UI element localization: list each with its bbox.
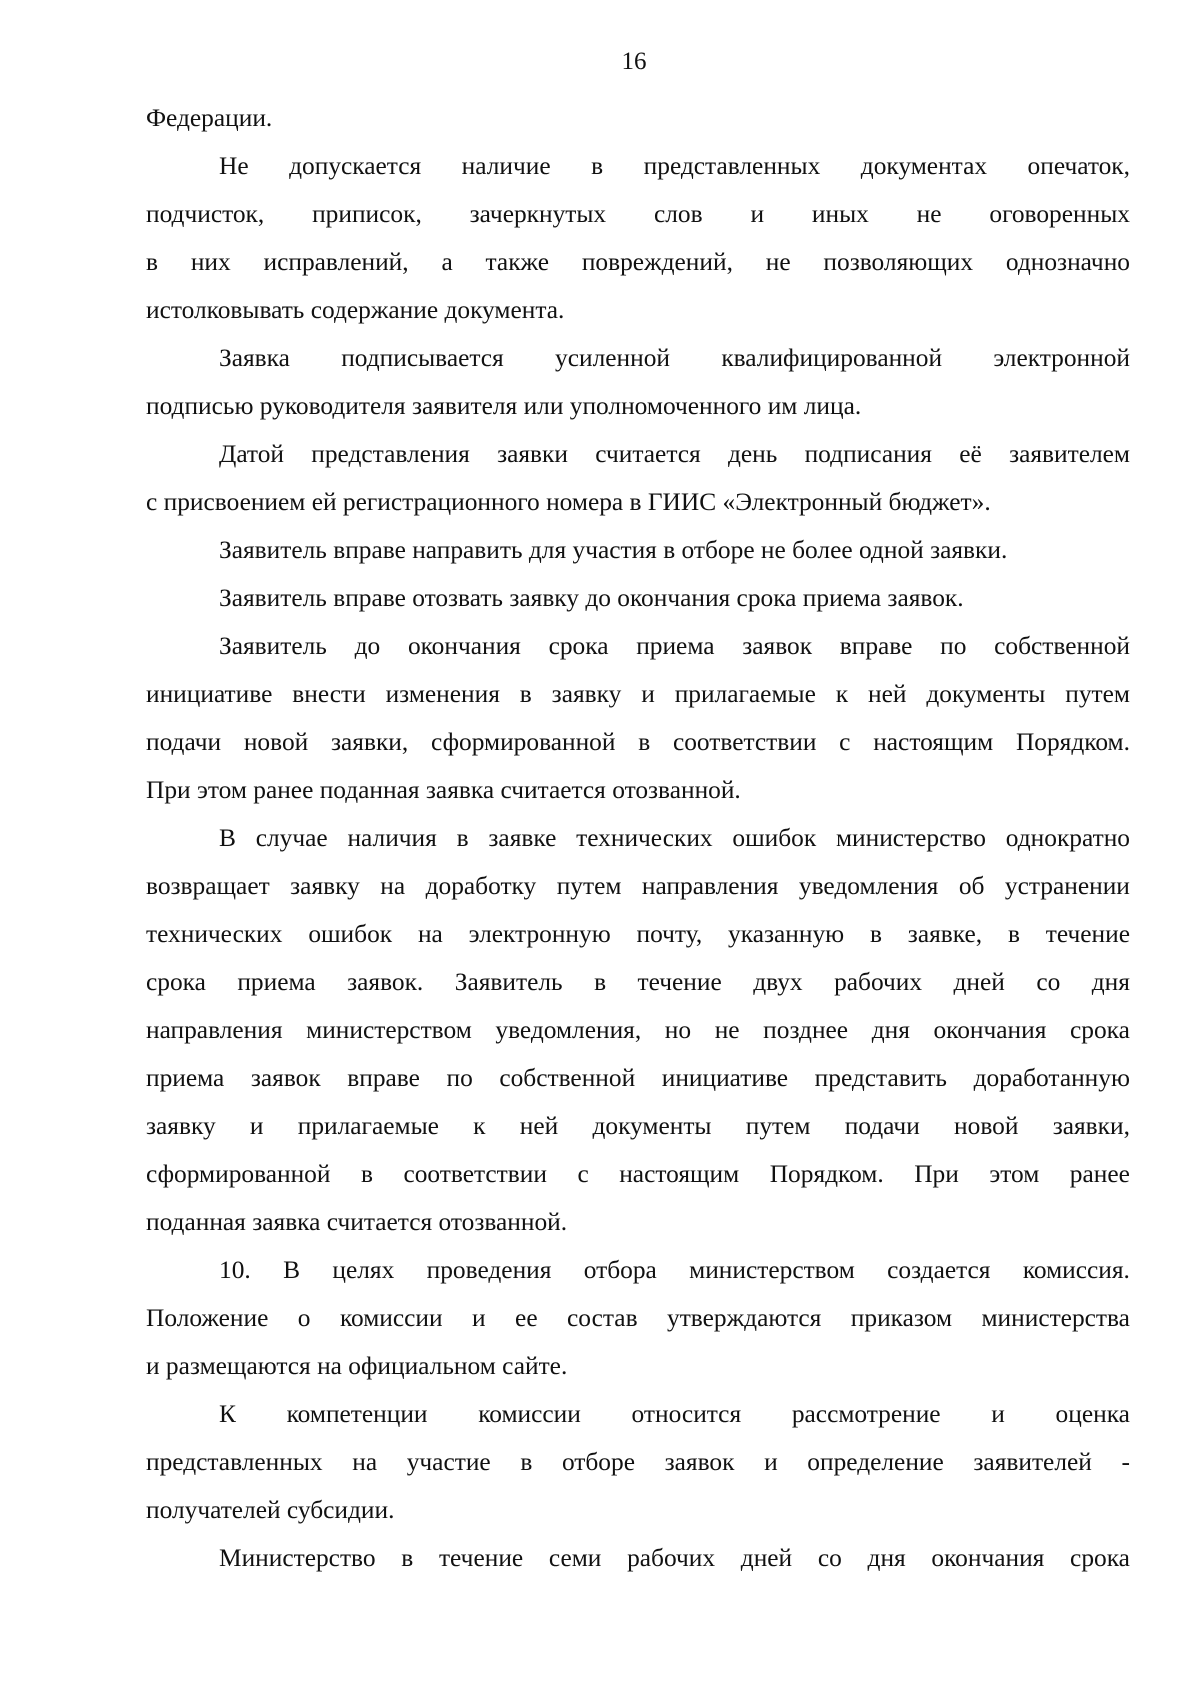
word: считается xyxy=(595,440,701,468)
word: дня xyxy=(871,1016,910,1044)
word: настоящим xyxy=(873,728,994,756)
text-line xyxy=(146,862,1130,910)
word: и xyxy=(641,680,655,708)
word: представленных xyxy=(146,1448,323,1476)
word: усиленной xyxy=(555,344,670,372)
word: настоящим xyxy=(619,1160,740,1188)
text-line xyxy=(146,1102,1130,1150)
word: в xyxy=(401,1544,414,1572)
word: сформированной xyxy=(146,1160,331,1188)
word: к xyxy=(473,1112,486,1140)
word: окончания xyxy=(407,632,521,660)
word: Положение xyxy=(146,1304,269,1332)
word: но xyxy=(664,1016,692,1044)
word: и xyxy=(249,1112,264,1140)
word: Заявка xyxy=(219,344,290,372)
word: заявки xyxy=(497,440,568,468)
word: день xyxy=(727,440,778,468)
word: создается xyxy=(887,1256,991,1284)
word: собственной xyxy=(994,632,1130,660)
word: сформированной xyxy=(430,728,616,756)
word: заявок. xyxy=(347,968,424,996)
text-line xyxy=(146,1246,1130,1294)
page-number: 16 xyxy=(621,48,647,75)
word: повреждений, xyxy=(581,248,733,276)
word: срока xyxy=(1070,1544,1130,1572)
word: подписания xyxy=(804,440,932,468)
word: исправлений, xyxy=(263,248,409,276)
word: в xyxy=(146,248,158,276)
word: дней xyxy=(740,1544,793,1572)
word: заявок xyxy=(742,632,813,660)
word: Министерство xyxy=(219,1544,376,1572)
word: допускается xyxy=(289,152,422,180)
word: слов xyxy=(653,200,703,228)
word: вправе xyxy=(839,632,913,660)
word: со xyxy=(817,1544,842,1572)
word: Датой xyxy=(219,440,284,468)
word: технических xyxy=(146,920,283,948)
word: опечаток, xyxy=(1027,152,1130,180)
word: и xyxy=(764,1448,778,1476)
word: доработку xyxy=(425,872,537,900)
word: почту, xyxy=(636,920,703,948)
word: К xyxy=(219,1400,236,1428)
word: со xyxy=(1036,968,1061,996)
word: в xyxy=(520,1448,533,1476)
word: 10. xyxy=(219,1256,251,1284)
word: представить xyxy=(814,1064,947,1092)
word: вправе xyxy=(347,1064,420,1092)
word: Порядком. xyxy=(1015,728,1130,756)
word: технических xyxy=(576,824,713,852)
word: наличия xyxy=(347,824,437,852)
word: о xyxy=(297,1304,311,1332)
word: в xyxy=(519,680,532,708)
word: квалифицированной xyxy=(721,344,943,372)
word: представленных xyxy=(643,152,821,180)
word: подачи xyxy=(844,1112,920,1140)
word: утверждаются xyxy=(667,1304,822,1332)
word: Заявитель xyxy=(219,632,327,660)
word: заявке, xyxy=(907,920,983,948)
text-line xyxy=(146,190,1130,238)
word: на xyxy=(417,920,443,948)
word: комиссии xyxy=(478,1400,581,1428)
word: заявок xyxy=(250,1064,321,1092)
word: В xyxy=(219,824,236,852)
word: подписывается xyxy=(341,344,504,372)
text-line xyxy=(146,1006,1130,1054)
word: заявку xyxy=(146,1112,216,1140)
text-line: Заявитель вправе отозвать заявку до окончания срока приема заявок. xyxy=(219,584,964,612)
document-body xyxy=(146,94,1130,1582)
word: срока xyxy=(548,632,609,660)
word: приема xyxy=(146,1064,225,1092)
word: комиссия. xyxy=(1022,1256,1130,1284)
word: об xyxy=(958,872,985,900)
text-line xyxy=(146,1534,1130,1582)
text-line xyxy=(146,238,1130,286)
word: приема xyxy=(237,968,316,996)
word: позднее xyxy=(763,1016,849,1044)
word: не xyxy=(765,248,791,276)
word: Заявитель xyxy=(454,968,563,996)
word: течение xyxy=(637,968,722,996)
text-line xyxy=(146,1150,1130,1198)
word: приписок, xyxy=(312,200,422,228)
word: ошибок xyxy=(308,920,393,948)
word: возвращает xyxy=(146,872,270,900)
text-line xyxy=(146,958,1130,1006)
word: При xyxy=(914,1160,959,1188)
text-line xyxy=(146,1294,1130,1342)
word: зачеркнутых xyxy=(469,200,607,228)
word: срока xyxy=(1070,1016,1130,1044)
text-line xyxy=(146,1054,1130,1102)
word: внести xyxy=(292,680,366,708)
word: соответствии xyxy=(403,1160,547,1188)
word: относится xyxy=(631,1400,742,1428)
word: В xyxy=(283,1256,301,1284)
word: и xyxy=(991,1400,1005,1428)
word: путем xyxy=(556,872,622,900)
word: министерством xyxy=(306,1016,472,1044)
word: ней xyxy=(867,680,907,708)
word: них xyxy=(190,248,231,276)
word: подчисток, xyxy=(146,200,265,228)
word: и xyxy=(472,1304,486,1332)
word: доработанную xyxy=(973,1064,1130,1092)
word: направления xyxy=(641,872,779,900)
word: в xyxy=(1007,920,1020,948)
word: электронной xyxy=(993,344,1130,372)
word: по xyxy=(940,632,967,660)
text-line: получателей субсидии. xyxy=(146,1496,395,1524)
word: рабочих xyxy=(834,968,923,996)
word: позволяющих xyxy=(823,248,974,276)
word: ранее xyxy=(1069,1160,1130,1188)
word: документы xyxy=(592,1112,712,1140)
word: ошибок xyxy=(732,824,817,852)
text-line: и размещаются на официальном сайте. xyxy=(146,1352,568,1380)
word: проведения xyxy=(426,1256,552,1284)
word: устранении xyxy=(1004,872,1130,900)
word: уведомления xyxy=(798,872,939,900)
word: заявку xyxy=(551,680,622,708)
word: оговоренных xyxy=(989,200,1130,228)
word: в xyxy=(594,968,607,996)
word: отборе xyxy=(561,1448,635,1476)
word: направления xyxy=(146,1016,283,1044)
word: с xyxy=(839,728,851,756)
word: дней xyxy=(953,968,1005,996)
word: не xyxy=(714,1016,740,1044)
text-line xyxy=(146,910,1130,958)
word: заявку xyxy=(290,872,360,900)
word: инициативе xyxy=(146,680,273,708)
word: течение xyxy=(1045,920,1130,948)
word: документы xyxy=(926,680,1046,708)
word: однократно xyxy=(1005,824,1130,852)
word: рассмотрение xyxy=(791,1400,941,1428)
word: также xyxy=(485,248,550,276)
word: рабочих xyxy=(627,1544,716,1572)
word: министерства xyxy=(981,1304,1130,1332)
word: отбора xyxy=(583,1256,657,1284)
word: определение xyxy=(807,1448,944,1476)
word: приема xyxy=(636,632,715,660)
word: инициативе xyxy=(661,1064,789,1092)
word: компетенции xyxy=(286,1400,428,1428)
word: приказом xyxy=(850,1304,953,1332)
text-line: При этом ранее поданная заявка считается отозванной. xyxy=(146,776,741,804)
word: до xyxy=(354,632,381,660)
word: срока xyxy=(146,968,206,996)
word: окончания xyxy=(931,1544,1045,1572)
word: семи xyxy=(548,1544,602,1572)
word: окончания xyxy=(933,1016,1047,1044)
word: в xyxy=(638,728,651,756)
text-line xyxy=(146,1390,1130,1438)
word: прилагаемые xyxy=(674,680,816,708)
text-line: с присвоением ей регистрационного номера в ГИИС «Электронный бюджет». xyxy=(146,488,991,516)
word: случае xyxy=(255,824,328,852)
word: ее xyxy=(515,1304,538,1332)
word: документах xyxy=(860,152,988,180)
word: на xyxy=(352,1448,378,1476)
word: Порядком. xyxy=(769,1160,884,1188)
text-line xyxy=(146,670,1130,718)
word: и xyxy=(750,200,765,228)
word: новой xyxy=(954,1112,1019,1140)
word: по xyxy=(446,1064,473,1092)
text-line xyxy=(146,430,1130,478)
word: указанную xyxy=(728,920,845,948)
text-line: подписью руководителя заявителя или уполномоченного им лица. xyxy=(146,392,862,420)
word: на xyxy=(380,872,406,900)
word: заявке xyxy=(488,824,557,852)
word: прилагаемые xyxy=(297,1112,439,1140)
word: заявок xyxy=(664,1448,735,1476)
word: изменения xyxy=(385,680,500,708)
word: к xyxy=(835,680,849,708)
word: министерство xyxy=(835,824,987,852)
word: комиссии xyxy=(339,1304,443,1332)
word: её xyxy=(959,440,982,468)
word: подачи xyxy=(146,728,222,756)
word: путем xyxy=(1065,680,1130,708)
text-line xyxy=(146,1438,1130,1486)
word: - xyxy=(1121,1448,1130,1476)
word: а xyxy=(441,248,453,276)
word: новой xyxy=(243,728,309,756)
word: состав xyxy=(567,1304,638,1332)
word: заявки, xyxy=(1052,1112,1130,1140)
word: наличие xyxy=(461,152,551,180)
word: представления xyxy=(311,440,470,468)
word: Не xyxy=(219,152,249,180)
word: двух xyxy=(753,968,803,996)
text-line: поданная заявка считается отозванной. xyxy=(146,1208,568,1236)
word: в xyxy=(591,152,604,180)
text-line xyxy=(146,718,1130,766)
word: с xyxy=(577,1160,589,1188)
text-line xyxy=(146,622,1130,670)
word: однозначно xyxy=(1005,248,1130,276)
word: ней xyxy=(519,1112,559,1140)
word: соответствии xyxy=(672,728,817,756)
word: в xyxy=(456,824,469,852)
text-line: истолковывать содержание документа. xyxy=(146,296,565,324)
word: путем xyxy=(745,1112,811,1140)
text-line xyxy=(146,334,1130,382)
word: в xyxy=(869,920,882,948)
word: не xyxy=(916,200,942,228)
word: течение xyxy=(438,1544,524,1572)
word: дня xyxy=(1091,968,1130,996)
word: заявителей xyxy=(973,1448,1092,1476)
text-line xyxy=(146,814,1130,862)
word: собственной xyxy=(499,1064,636,1092)
word: участие xyxy=(406,1448,491,1476)
word: заявителем xyxy=(1009,440,1130,468)
text-line: Заявитель вправе направить для участия в отборе не более одной заявки. xyxy=(219,536,1008,564)
word: электронную xyxy=(468,920,611,948)
word: в xyxy=(360,1160,373,1188)
word: уведомления, xyxy=(495,1016,642,1044)
word: заявки, xyxy=(330,728,409,756)
word: дня xyxy=(867,1544,906,1572)
text-line xyxy=(146,142,1130,190)
word: оценка xyxy=(1055,1400,1130,1428)
word: министерством xyxy=(689,1256,855,1284)
word: целях xyxy=(332,1256,395,1284)
word: этом xyxy=(989,1160,1040,1188)
word: иных xyxy=(811,200,869,228)
text-line: Федерации. xyxy=(146,104,273,132)
